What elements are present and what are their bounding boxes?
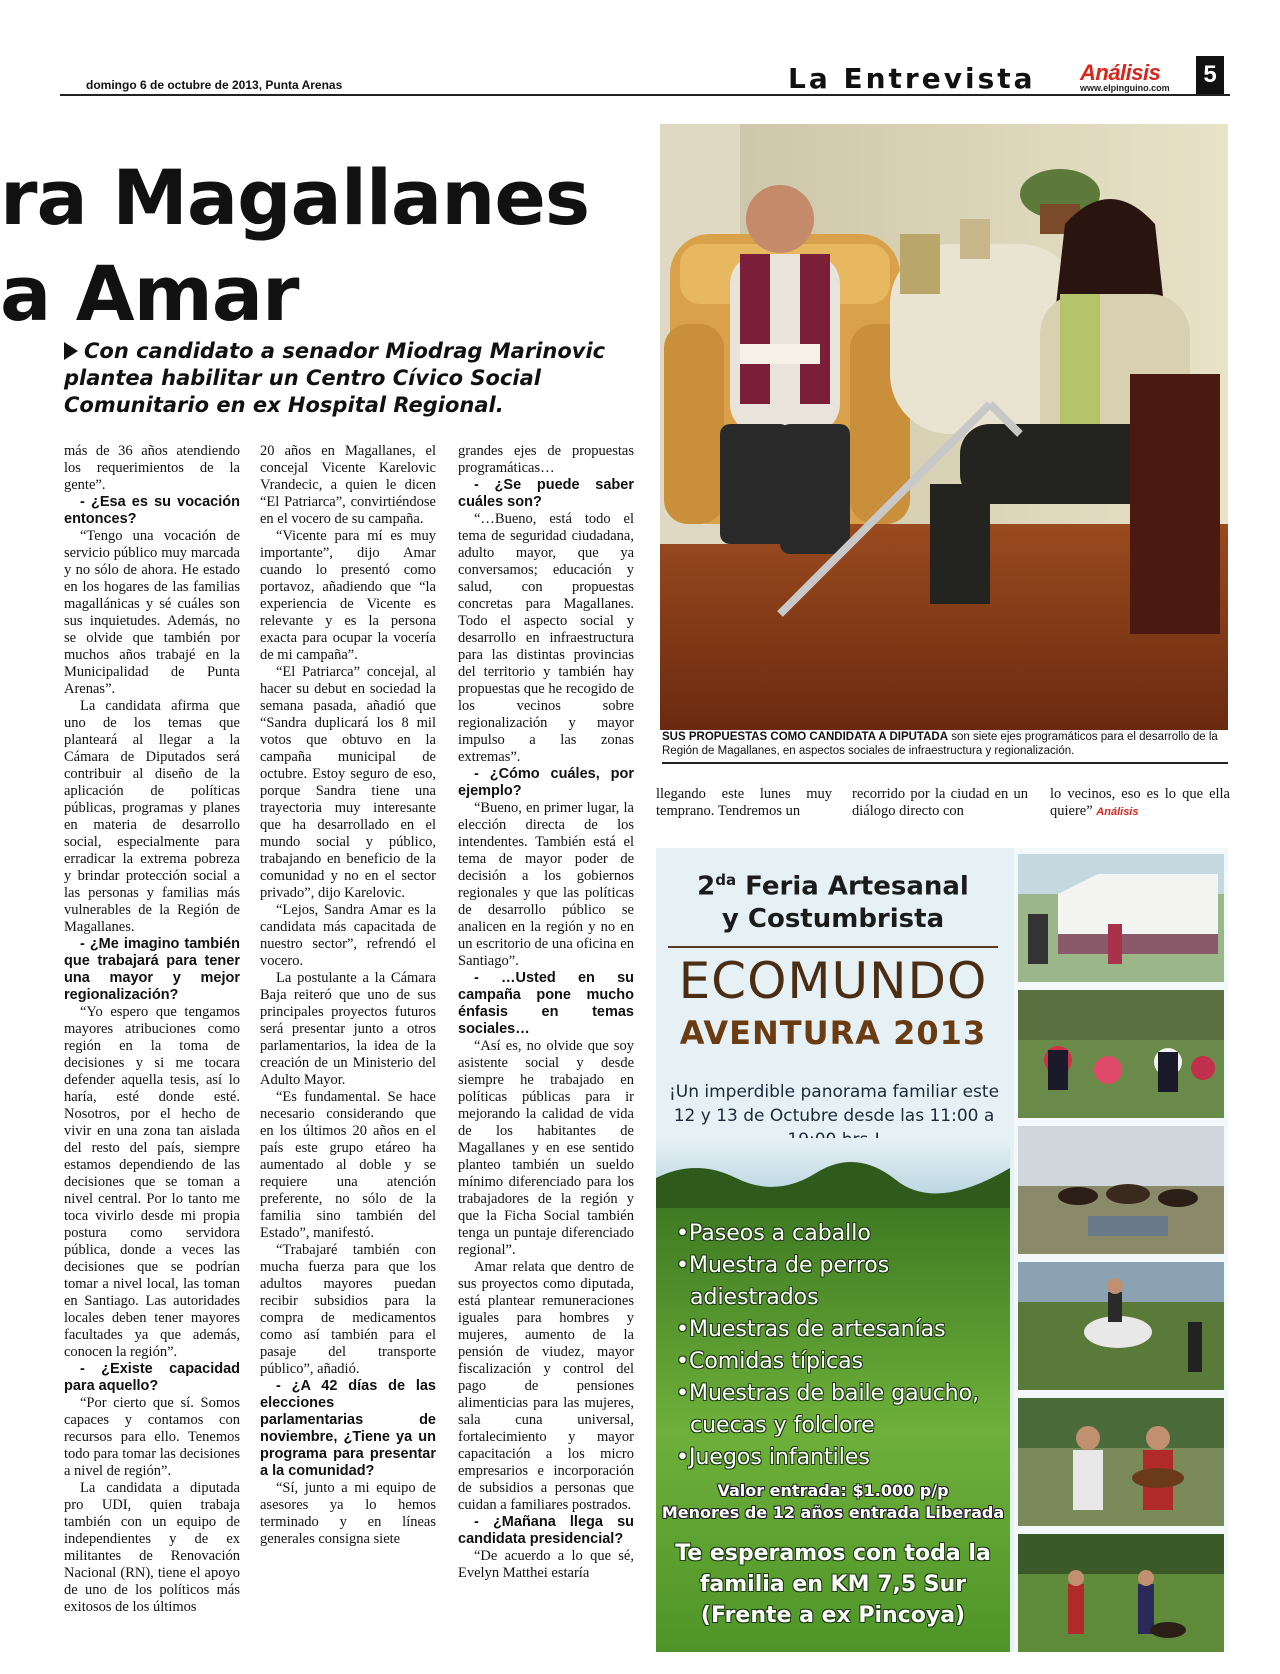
page-number: 5 <box>1196 56 1224 94</box>
ad-activity-item: •Paseos a caballo <box>676 1221 871 1246</box>
ad-activity-item: •Comidas típicas <box>676 1349 864 1374</box>
caption-text: son siete ejes programáticos para el desarrollo de la Región de Magallanes, en aspectos sociales de infraestructura y regionalización. <box>662 731 1218 757</box>
arrow-icon <box>64 342 78 360</box>
ad-activity-item: •Muestra de perros adiestrados <box>676 1253 890 1310</box>
article-paragraph: más de 36 años atendiendo los requerimientos de la gente”. <box>64 443 240 493</box>
article-paragraph: “Así es, no olvide que soy asistente social y desde siempre he trabajado en políticas públicas para ir mejorando la calidad de vida de los habitantes de Magallanes y en ese sentido planteo también un sueldo mínimo diferenciado para los trabajadores de la región y que la Ficha Social también tenga un puntaje diferenciado regional”. <box>458 1038 634 1258</box>
continuation-column-3 <box>1050 786 1230 821</box>
article-column-3 <box>458 443 634 1582</box>
interview-photo-illustration <box>660 124 1228 730</box>
article-paragraph: “…Bueno, está todo el tema de seguridad ciudadana, adulto mayor, que ya conversamos; educación y salud, con propuestas concretas para Magallanes. Todo el aspecto social y desarrollo en infraestructura para las distintas provincias del territorio y también hay propuestas que he recogido de los vecinos sobre regionalización y mayor impulso a las zonas extremas”. <box>458 511 634 765</box>
subheadline <box>64 338 624 419</box>
header-rule <box>60 94 1230 96</box>
ad-price <box>656 1480 1010 1524</box>
photo-musicians <box>1018 1398 1224 1526</box>
ad-activity-item: •Muestras de baile gaucho, cuecas y folclore <box>676 1381 980 1438</box>
photo-artisan-tents <box>1018 854 1224 982</box>
article-paragraph: Amar relata que dentro de sus proyectos como diputada, está plantear remuneraciones iguales para hombres y mujeres, aumento de la pensión de viudez, mayor fiscalización y control del pago de pensiones alimenticias para las mujeres, sala cuna universal, fortalecimiento y mayor capacitación a los micro empresarios e incorporación de subsidios a personas que cuidan a familiares postrados. <box>458 1259 634 1513</box>
ad-divider <box>668 946 998 948</box>
interview-question: - ¿Cómo cuáles, por ejemplo? <box>458 766 634 799</box>
interview-question: - ¿Me imagino también que trabajará para tener una mayor y mejor regionalización? <box>64 936 240 1003</box>
logo-name: Análisis <box>1080 60 1161 85</box>
ad-cta-line-2: familia en KM 7,5 Sur <box>699 1572 967 1597</box>
article-paragraph: “Trabajaré también con mucha fuerza para que los adultos mayores puedan recibir subsidios para la compra de medicamentos como así también para el pasaje del transporte público”, añadió. <box>260 1242 436 1377</box>
interview-question: - ¿Se puede saber cuáles son? <box>458 477 634 510</box>
ad-price-line-2: Menores de 12 años entrada Liberada <box>661 1503 1005 1522</box>
article-paragraph: “Por cierto que sí. Somos capaces y contamos con recursos para ello. Tenemos todo para tomar las decisiones a nivel de región”. <box>64 1395 240 1479</box>
interview-photo <box>660 124 1228 730</box>
ad-main-panel <box>656 848 1010 1652</box>
article-paragraph: “Es fundamental. Se hace necesario considerando que en los últimos 20 años en el país este grupo etáreo ha aumentado al doble y se requiere una atención preferente, no sólo de la familia sino también del Estado”, manifestó. <box>260 1089 436 1241</box>
photo-horses <box>1018 1126 1224 1254</box>
issue-date: domingo 6 de octubre de 2013, Punta Arenas <box>86 78 343 92</box>
analisis-logo <box>1080 60 1180 94</box>
ad-cta-line-1: Te esperamos con toda la <box>675 1541 991 1566</box>
ad-call-to-action <box>656 1538 1010 1631</box>
ad-activity-list <box>676 1218 1006 1474</box>
headline-line-1: ra Magallanes <box>0 153 590 242</box>
end-logo: Análisis <box>1096 806 1139 818</box>
interview-question: - ¿Mañana llega su candidata presidencial? <box>458 1514 634 1547</box>
article-paragraph: 20 años en Magallanes, el concejal Vicente Karelovic Vrandecic, a quien le dicen “El Patriarca”, convirtiéndose en el vocero de su campaña. <box>260 443 436 527</box>
interview-question: - ¿Esa es su vocación entonces? <box>64 494 240 527</box>
logo-url: www.elpinguino.com <box>1080 83 1170 93</box>
article-paragraph: “Lejos, Sandra Amar es la candidata más capacitada de nuestro sector”, refrendó el vocero. <box>260 902 436 969</box>
article-paragraph: La candidata a diputada pro UDI, quien trabaja también con un equipo de independientes y de ex militantes de Renovación Nacional (RN), tiene el apoyo de uno de los políticos más exitosos de los últimos <box>64 1480 240 1615</box>
headline <box>0 150 660 342</box>
interview-question: - ¿A 42 días de las elecciones parlamentarias de noviembre, ¿Tiene ya un programa para presentar a la comunidad? <box>260 1378 436 1479</box>
article-paragraph: “El Patriarca” concejal, al hacer su debut en sociedad la semana pasada, añadió que “Sandra duplicará los 8 mil votos que obtuvo en la campaña municipal de octubre. Estoy seguro de eso, porque Sandra tiene una trayectoria muy interesante que ha desarrollado en el mundo social y público, trabajando en beneficio de la comunidad y no en el sector privado”, dijo Karelovic. <box>260 664 436 901</box>
article-paragraph: “Yo espero que tengamos mayores atribuciones como región en la toma de decisiones y si me tocara defender aquella tesis, así lo haría, esté donde esté. Nosotros, por el hecho de vivir en una zona tan aislada del resto del país, siempre estamos dependiendo de las decisiones que se toman a nivel central. Por lo tanto me toca vivirlo desde mi propia postura como servidora pública, donde a veces las decisiones que se podrían tomar a nivel local, las toman en Santiago. Las autoridades locales deben tener mayores facultades ya que además, conocen la región”. <box>64 1004 240 1360</box>
article-paragraph: “Tengo una vocación de servicio público muy marcada y no sólo de ahora. He estado en los hogares de las familias magallánicas y sé cuáles son sus inquietudes. Además, no se olvide que también por muchos años trabajé en la Municipalidad de Punta Arenas”. <box>64 528 240 697</box>
ad-cta-line-3: (Frente a ex Pincoya) <box>700 1603 966 1628</box>
continuation-column-1: llegando este lunes muy temprano. Tendremos un <box>656 786 832 819</box>
continuation-column-2: recorrido por la ciudad en un diálogo directo con <box>852 786 1028 819</box>
article-paragraph: La candidata afirma que uno de los temas que planteará al llegar a la Cámara de Diputados será contribuir al diseño de la aplicación de políticas públicas, programas y planes en materia de desarrollo social, especialmente para erradicar la extrema pobreza y brindar protección social a las personas y familias más vulnerables de la Región de Magallanes. <box>64 698 240 935</box>
interview-question: - ¿Existe capacidad para aquello? <box>64 1361 240 1394</box>
ad-title-number: 2 <box>697 871 716 902</box>
ad-invitation: ¡Un imperdible panorama familiar este 12 y 13 de Octubre desde las 11:00 a <box>668 1082 1000 1126</box>
page-header <box>60 50 1230 100</box>
article-paragraph: “De acuerdo a lo que sé, Evelyn Matthei estaría <box>458 1548 634 1581</box>
ad-activity-item: •Juegos infantiles <box>676 1445 870 1470</box>
section-title: La Entrevista <box>788 62 1036 95</box>
ad-title-suffix: da <box>715 871 737 889</box>
ecomundo-title: ECOMUNDO <box>678 952 988 1010</box>
article-paragraph: “Sí, junto a mi equipo de asesores ya lo hemos terminado y en líneas generales consigna siete <box>260 1480 436 1547</box>
photo-dancers <box>1018 990 1224 1118</box>
ad-price-line-1: Valor entrada: $1.000 p/p <box>717 1481 949 1500</box>
continuation-text: lo vecinos, eso es lo que ella quiere” <box>1050 786 1230 819</box>
interview-question: - …Usted en su campaña pone mucho énfasis en temas sociales… <box>458 970 634 1037</box>
article-paragraph: grandes ejes de propuestas programáticas… <box>458 443 634 476</box>
ad-title-line-1: Feria Artesanal <box>736 871 969 902</box>
article-column-2 <box>260 443 436 1548</box>
photo-dog-show <box>1018 1534 1224 1652</box>
article-column-1 <box>64 443 240 1616</box>
article-paragraph: “Bueno, en primer lugar, la elección directa de los intendentes. También está el tema de mayor poder de decisión a los gobiernos regionales y que las políticas de desarrollo público se analicen en la región y no en un escritorio de una oficina en Santiago”. <box>458 800 634 969</box>
photo-rodeo-horse <box>1018 1262 1224 1390</box>
subheadline-text: Con candidato a senador Miodrag Marinovic plantea habilitar un Centro Cívico Social Comunitario en ex Hospital Regional. <box>64 339 606 417</box>
photo-caption <box>662 730 1228 764</box>
feria-advertisement <box>656 848 1228 1652</box>
headline-line-2: a Amar <box>0 249 299 338</box>
ad-title <box>656 864 1010 935</box>
ad-title-line-2: y Costumbrista <box>721 903 945 934</box>
article-paragraph: La postulante a la Cámara Baja reiteró que uno de sus principales proyectos futuros será presentar junto a otros parlamentarios, la idea de la creación de un Ministerio del Adulto Mayor. <box>260 970 436 1088</box>
article-paragraph: “Vicente para mí es muy importante”, dijo Amar cuando lo presentó como portavoz, añadiendo que “la experiencia de Vicente es relevante y es la persona exacta para ocupar la vocería de mi campaña”. <box>260 528 436 663</box>
caption-lead: SUS PROPUESTAS COMO CANDIDATA A DIPUTADA <box>662 731 949 743</box>
aventura-title: AVENTURA 2013 <box>679 1014 987 1052</box>
ad-photo-strip <box>1014 848 1228 1652</box>
ad-activity-item: •Muestras de artesanías <box>676 1317 946 1342</box>
